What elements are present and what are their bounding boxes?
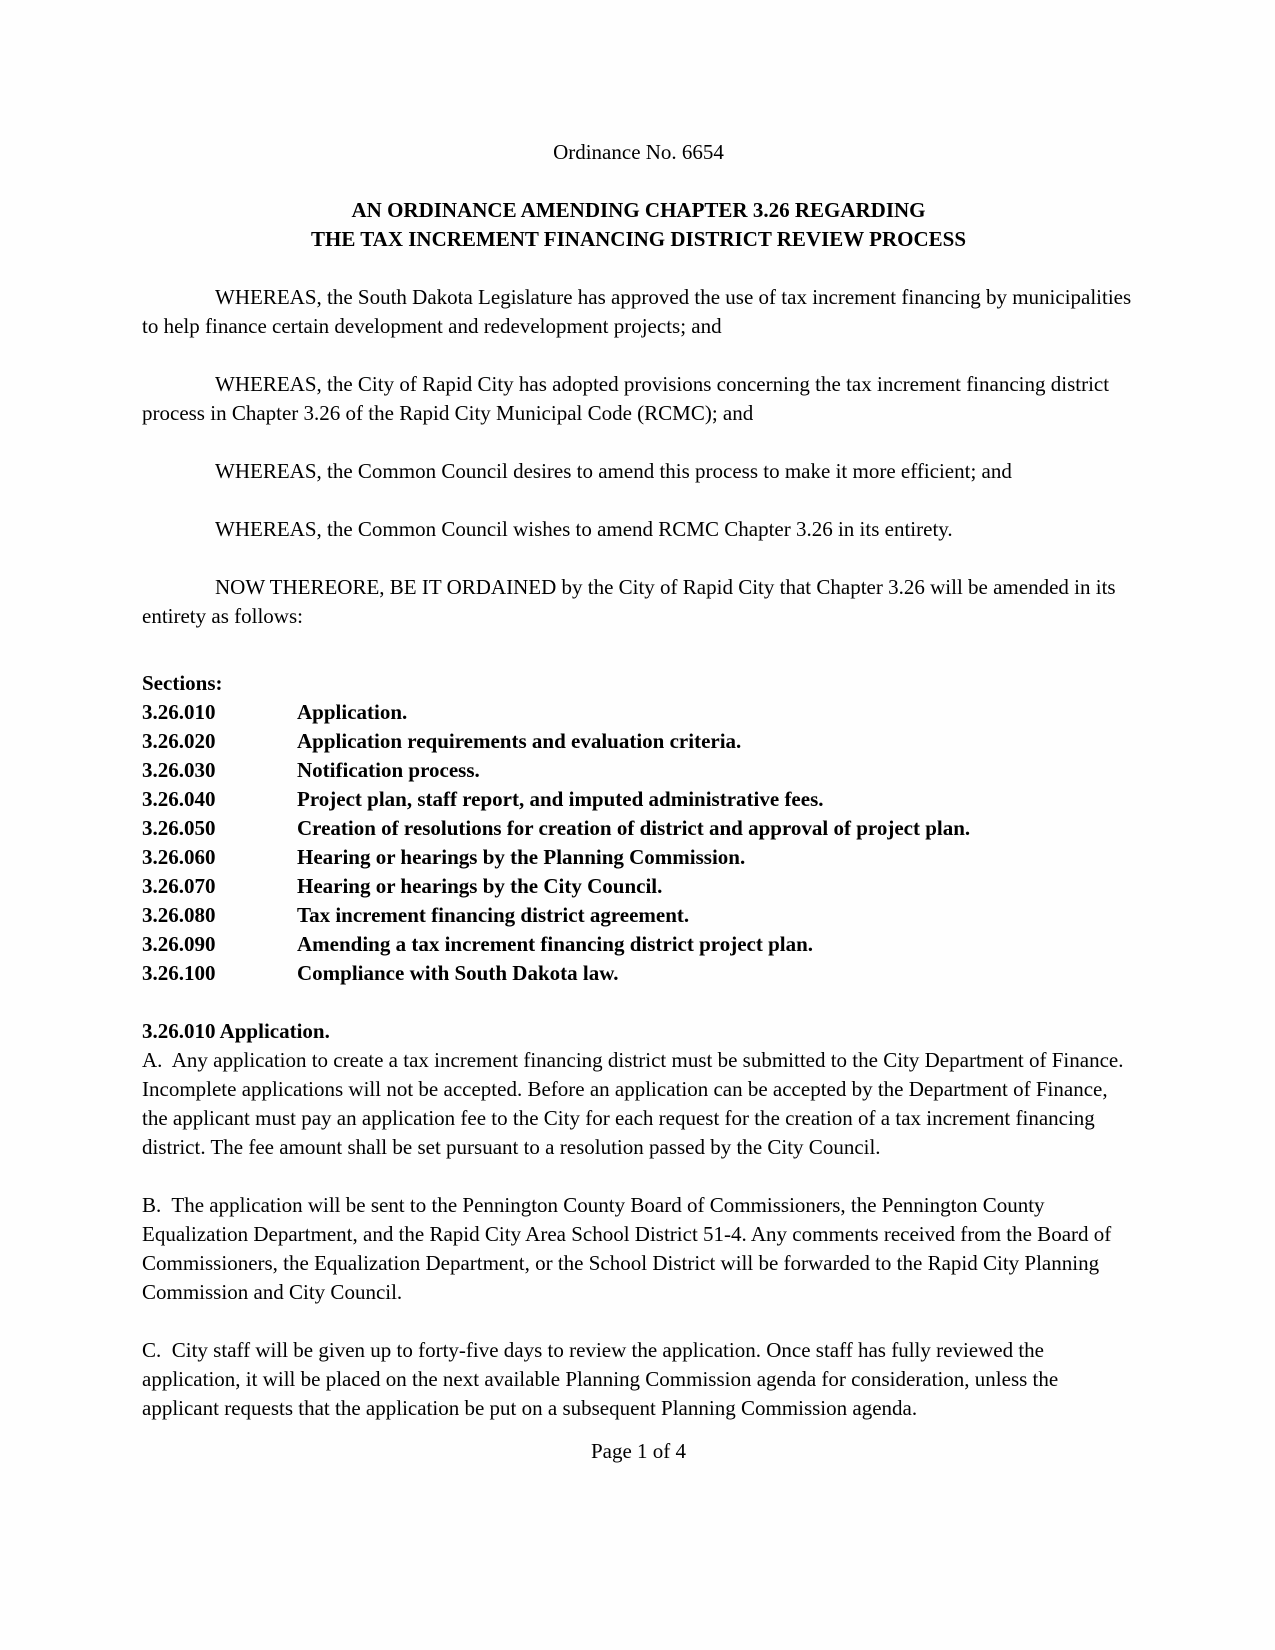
paragraph-a: A. Any application to create a tax increment financing district must be submitted to the City Department of Finance. Incomplete applications will not be accepted. Before an application can be accepted by the Department of Finance, the applicant must pay an application fee to the City for each request for the creation of a tax increment financing district. The fee amount shall be set pursuant to a resolution passed by the City Council.	[142, 1048, 1129, 1159]
paragraph-c: C. City staff will be given up to forty-five days to review the application. Once staff has fully reviewed the application, it will be placed on the next available Planning Commission agenda for consideration, unless the applicant requests that the application be put on a subsequent Planning Commission agenda.	[142, 1338, 1064, 1420]
section-title: Application requirements and evaluation criteria.	[297, 729, 742, 753]
section-number: 3.26.100	[142, 961, 216, 985]
section-row-020	[142, 727, 1135, 756]
section-title: Hearing or hearings by the Planning Commission.	[297, 845, 746, 869]
section-title: Creation of resolutions for creation of district and approval of project plan.	[297, 816, 971, 840]
section-number: 3.26.010	[142, 700, 216, 724]
section-title: Notification process.	[297, 758, 480, 782]
section-number: 3.26.050	[142, 816, 216, 840]
section-row-070	[142, 872, 1135, 901]
section-row-100	[142, 959, 1135, 988]
section-row-010	[142, 698, 1135, 727]
section-title: Project plan, staff report, and imputed administrative fees.	[297, 787, 824, 811]
section-row-090	[142, 930, 1135, 959]
sections-list	[142, 669, 1135, 988]
section-row-050	[142, 814, 1135, 843]
document-title	[142, 196, 1135, 254]
ordinance-number: Ordinance No. 6654	[553, 140, 724, 164]
section-number: 3.26.020	[142, 729, 216, 753]
section-title: Compliance with South Dakota law.	[297, 961, 619, 985]
section-row-060	[142, 843, 1135, 872]
document-title-line1: AN ORDINANCE AMENDING CHAPTER 3.26 REGARDING	[351, 198, 926, 222]
paragraph-b: B. The application will be sent to the Pennington County Board of Commissioners, the Pennington County Equalization Department, and the Rapid City Area School District 51-4. Any comments received from the Board of Commissioners, the Equalization Department, or the School District will be forwarded to the Rapid City Planning Commission and City Council.	[142, 1193, 1117, 1304]
section-title: Hearing or hearings by the City Council.	[297, 874, 663, 898]
section-row-080	[142, 901, 1135, 930]
ordained-paragraph: NOW THEREORE, BE IT ORDAINED by the City of Rapid City that Chapter 3.26 will be amended in its entirety as follows:	[142, 575, 1121, 628]
page-footer: Page 1 of 4	[590, 1439, 687, 1463]
sections-label: Sections:	[142, 671, 223, 695]
whereas-paragraph-4: WHEREAS, the Common Council wishes to amend RCMC Chapter 3.26 in its entirety.	[215, 517, 953, 541]
whereas-paragraph-3: WHEREAS, the Common Council desires to amend this process to make it more efficient; and	[215, 459, 1012, 483]
section-number: 3.26.030	[142, 758, 216, 782]
section-row-040	[142, 785, 1135, 814]
section-number: 3.26.080	[142, 903, 216, 927]
whereas-paragraph-2: WHEREAS, the City of Rapid City has adopted provisions concerning the tax increment financing district process in Chapter 3.26 of the Rapid City Municipal Code (RCMC); and	[142, 372, 1115, 425]
whereas-paragraph-1: WHEREAS, the South Dakota Legislature has approved the use of tax increment financing by municipalities to help finance certain development and redevelopment projects; and	[142, 285, 1137, 338]
section-number: 3.26.070	[142, 874, 216, 898]
section-title: Amending a tax increment financing district project plan.	[297, 932, 814, 956]
section-title: Tax increment financing district agreement.	[297, 903, 690, 927]
section-number: 3.26.090	[142, 932, 216, 956]
section-number: 3.26.060	[142, 845, 216, 869]
section-010-heading: 3.26.010 Application.	[142, 1019, 330, 1043]
section-row-030	[142, 756, 1135, 785]
section-number: 3.26.040	[142, 787, 216, 811]
section-title: Application.	[297, 700, 408, 724]
document-title-line2: THE TAX INCREMENT FINANCING DISTRICT REVIEW PROCESS	[310, 227, 967, 251]
